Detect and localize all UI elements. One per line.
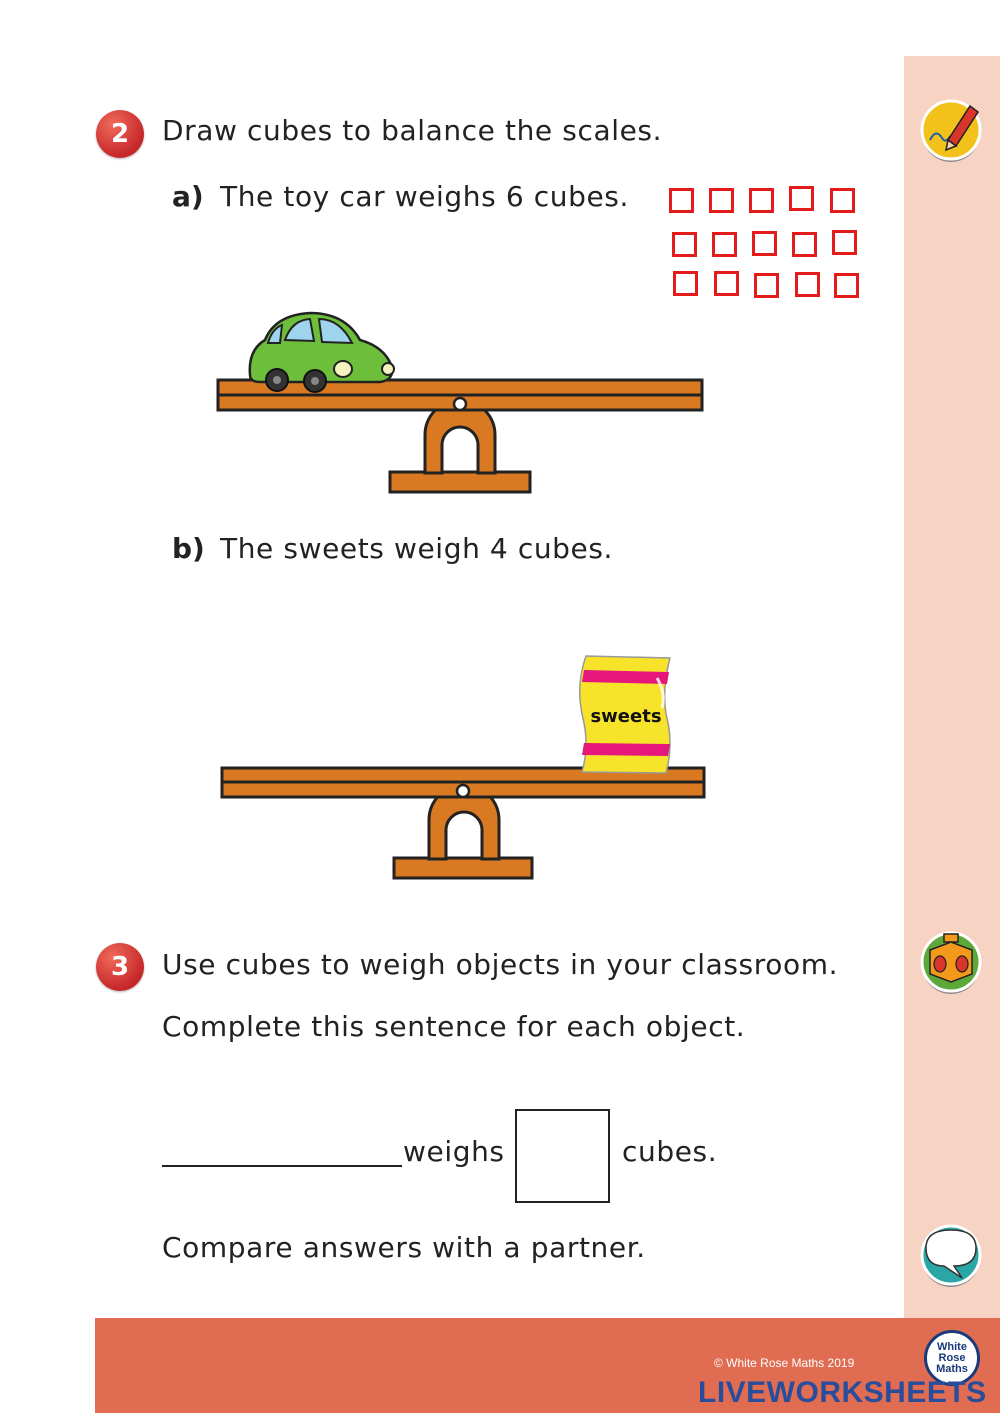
part-b-label: b) bbox=[172, 532, 205, 565]
question-number: 3 bbox=[110, 952, 130, 982]
speech-bubble-icon bbox=[918, 1222, 984, 1288]
draggable-cube[interactable] bbox=[672, 232, 697, 257]
draggable-cube[interactable] bbox=[795, 272, 820, 297]
side-strip bbox=[904, 56, 1000, 1318]
object-name-blank[interactable] bbox=[162, 1165, 402, 1167]
draggable-cube[interactable] bbox=[749, 188, 774, 213]
logo-line: Maths bbox=[936, 1362, 968, 1375]
question-3-line2: Complete this sentence for each object. bbox=[162, 1010, 746, 1043]
cube-icon bbox=[918, 928, 984, 996]
draggable-cube[interactable] bbox=[752, 231, 777, 256]
cube-count-box[interactable] bbox=[515, 1109, 610, 1203]
draggable-cube[interactable] bbox=[792, 232, 817, 257]
part-b-text: The sweets weigh 4 cubes. bbox=[220, 532, 614, 565]
sweets-label: sweets bbox=[590, 706, 662, 727]
draggable-cube[interactable] bbox=[834, 273, 859, 298]
sweets-bag bbox=[580, 656, 670, 773]
question-number-badge bbox=[96, 943, 144, 991]
draggable-cube[interactable] bbox=[712, 232, 737, 257]
balance-scale-a bbox=[210, 305, 710, 500]
pencil-icon bbox=[918, 98, 984, 164]
toy-car bbox=[250, 313, 394, 392]
draggable-cube[interactable] bbox=[832, 230, 857, 255]
draggable-cube[interactable] bbox=[709, 188, 734, 213]
copyright-text: © White Rose Maths 2019 bbox=[714, 1356, 855, 1370]
draggable-cube[interactable] bbox=[669, 188, 694, 213]
logo-line: White bbox=[937, 1340, 967, 1353]
part-a-label: a) bbox=[172, 180, 204, 213]
weighs-text: weighs bbox=[403, 1135, 505, 1168]
draggable-cube[interactable] bbox=[789, 186, 814, 211]
cubes-text: cubes. bbox=[622, 1135, 718, 1168]
draggable-cube[interactable] bbox=[673, 271, 698, 296]
compare-text: Compare answers with a partner. bbox=[162, 1231, 646, 1264]
draggable-cube[interactable] bbox=[830, 188, 855, 213]
part-a-text: The toy car weighs 6 cubes. bbox=[220, 180, 629, 213]
balance-scale-b bbox=[214, 648, 714, 888]
logo-line: Rose bbox=[938, 1351, 966, 1364]
question-2-title: Draw cubes to balance the scales. bbox=[162, 114, 663, 147]
question-number: 2 bbox=[110, 119, 130, 149]
question-3-line1: Use cubes to weigh objects in your classroom. bbox=[162, 948, 839, 981]
draggable-cube[interactable] bbox=[754, 273, 779, 298]
draggable-cube[interactable] bbox=[714, 271, 739, 296]
liveworksheets-brand[interactable]: LIVEWORKSHEETS bbox=[698, 1376, 987, 1409]
question-number-badge bbox=[96, 110, 144, 158]
